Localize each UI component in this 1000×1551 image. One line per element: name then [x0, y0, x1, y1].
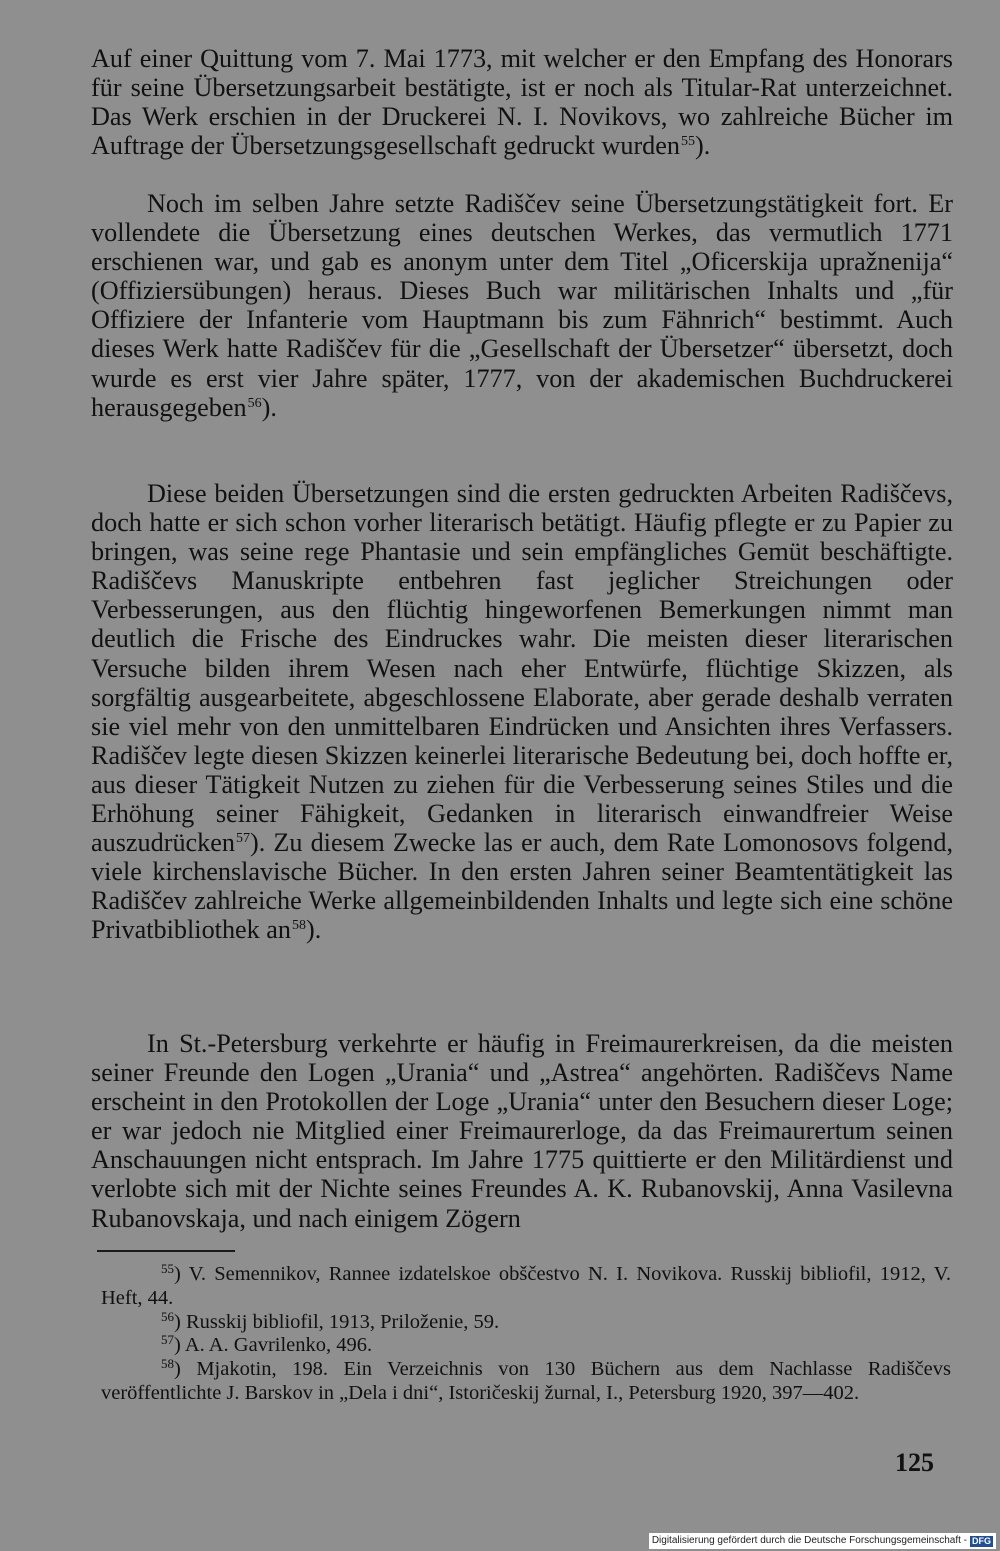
paragraph-1-text: Auf einer Quittung vom 7. Mai 1773, mit welcher er den Empfang des Honorars für seine Übersetzungsarbeit bestätigte, ist er noch als Titular-Rat unterzeichnet. Das Werk erschien in der Druckerei N. I. Novikovs, wo zahlreiche Bücher im Auftrage der Übersetzungsgesellschaft gedruckt wurden: [91, 44, 953, 161]
footnote-text: ) V. Semennikov, Rannee izdatelskoe obščestvo N. I. Novikova. Russkij bibliofil, 1912, V. Heft, 44.: [101, 1263, 951, 1309]
paragraph-3-tail-2: ).: [306, 915, 322, 945]
footnote-number: 58: [161, 1356, 174, 1372]
footnote-text: ) Mjakotin, 198. Ein Verzeichnis von 130 Büchern aus dem Nachlasse Radiščevs veröffentlichte J. Barskov in „Dela i dni“, Istoričeskij žurnal, I., Petersburg 1920, 397—402.: [101, 1358, 951, 1404]
paragraph-2: [91, 189, 953, 479]
paragraph-2-tail: ).: [261, 392, 277, 422]
footnote-number: 57: [161, 1332, 174, 1348]
footnote-number: 56: [161, 1308, 174, 1324]
digitization-credit: [649, 1533, 996, 1549]
paragraph-2-text: Noch im selben Jahre setzte Radiščev seine Übersetzungstätigkeit fort. Er vollendete die Übersetzung eines deutschen Werkes, das vermutlich 1771 erschienen war, und gab es anonym unter dem Titel „Oficerskija upražnenija“ (Offiziersübungen) heraus. Dieses Buch war militärischen Inhalts und „für Offiziere der Infanterie vom Hauptmann bis zum Fähnrich“ bestimmt. Auch dieses Werk hatte Radiščev für die „Gesellschaft der Übersetzer“ übersetzt, doch wurde es erst vier Jahre später, 1777, von der akademischen Buchdruckerei herausgegeben: [91, 189, 953, 422]
footnote-ref-58[interactable]: 58: [292, 918, 307, 934]
footnote-divider: [97, 1250, 235, 1252]
paragraph-3-tail: ). Zu diesem Zwecke las er auch, dem Rate Lomonosovs folgend, viele kirchenslavische Bücher. In den ersten Jahren seiner Beamtentätigkeit las Radiščev zahlreiche Werke allgemeinbildenden Inhalts und legte sich eine schöne Privatbibliothek an: [91, 828, 953, 945]
footnote-56: [101, 1308, 951, 1335]
footnote-ref-57[interactable]: 57: [235, 831, 250, 847]
main-text: [91, 44, 953, 1261]
footnote-57: [101, 1334, 951, 1358]
paragraph-3: [91, 479, 953, 1029]
paragraph-1-tail: ).: [695, 131, 711, 161]
credit-text: Digitalisierung gefördert durch die Deutsche Forschungsgemeinschaft -: [651, 1535, 967, 1546]
footnote-ref-55[interactable]: 55: [681, 134, 695, 150]
dfg-logo-icon[interactable]: DFG: [972, 1535, 991, 1546]
footnote-58: [101, 1358, 951, 1406]
page-number: 125: [895, 1448, 934, 1477]
footnote-55: [101, 1263, 951, 1311]
footnote-text: ) A. A. Gavrilenko, 496.: [174, 1334, 373, 1357]
paragraph-4: [91, 1029, 953, 1261]
paragraph-3-text: Diese beiden Übersetzungen sind die ersten gedruckten Arbeiten Radiščevs, doch hatte er sich schon vorher literarisch betätigt. Häufig pflegte er zu Papier zu bringen, was seine rege Phantasie und sein empfängliches Gemüt beschäftigte. Radiščevs Manuskripte entbehren fast jeglicher Streichungen oder Verbesserungen, aus den flüchtig hingeworfenen Bemerkungen nimmt man deutlich die Frische des Eindruckes wahr. Die meisten dieser literarischen Versuche bilden ihrem Wesen nach eher Entwürfe, flüchtige Skizzen, als sorgfältig ausgearbeitete, abgeschlossene Elaborate, aber gerade deshalb verraten sie viel mehr von den unmittelbaren Eindrücken und Ansichten ihres Verfassers. Radiščev legte diesen Skizzen keinerlei literarische Bedeutung bei, doch hoffte er, aus dieser Tätigkeit Nutzen zu ziehen für die Verbesserung seines Stiles und die Erhöhung seiner Fähigkeit, Gedanken in literarisch einwandfreier Weise auszudrücken: [91, 479, 953, 858]
footnotes: [101, 1263, 951, 1406]
paragraph-4-text: In St.-Petersburg verkehrte er häufig in Freimaurerkreisen, da die meisten seiner Freunde den Logen „Urania“ und „Astrea“ angehörten. Radiščevs Name erscheint in den Protokollen der Loge „Urania“ unter den Besuchern dieser Loge; er war jedoch nie Mitglied einer Freimaurerloge, da das Freimaurertum seinen Anschauungen nicht entsprach. Im Jahre 1775 quittierte er den Militärdienst und verlobte sich mit der Nichte seines Freundes A. K. Rubanovskij, Anna Vasilevna Rubanovskaja, und nach einigem Zögern: [91, 1029, 953, 1233]
footnote-text: ) Russkij bibliofil, 1913, Priloženie, 59.: [174, 1310, 500, 1333]
footnote-number: 55: [161, 1261, 174, 1276]
paragraph-1: [91, 44, 953, 189]
footnote-ref-56[interactable]: 56: [247, 395, 262, 411]
